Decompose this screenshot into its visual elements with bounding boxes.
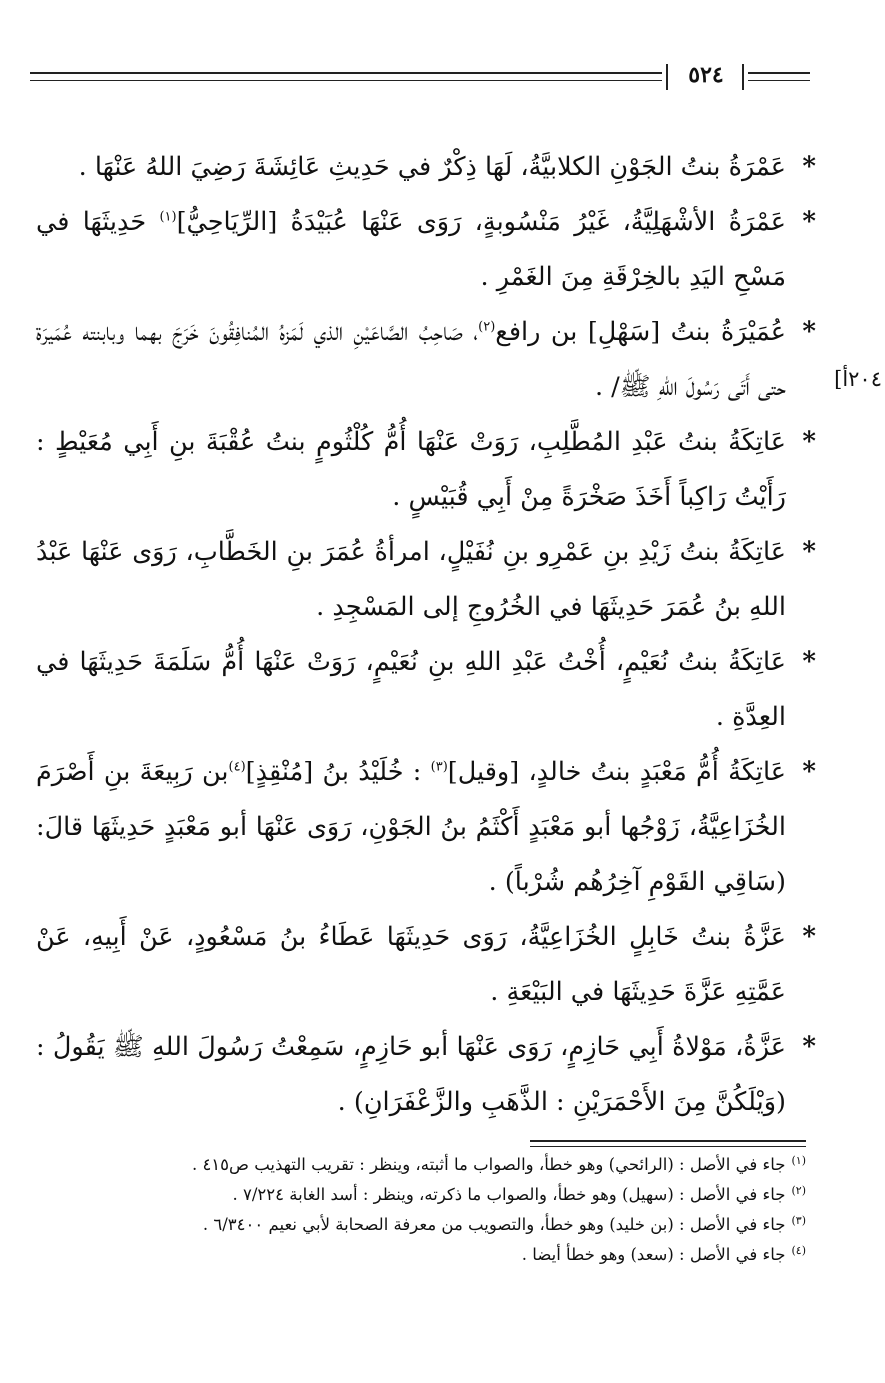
entry [36,140,816,195]
entry [36,910,816,1020]
bullet-asterisk: * [802,207,816,237]
entry-text: عَمْرَةُ الأشْهَلِيَّةُ، غَيْرُ مَنْسُوبةٍ، رَوَى عَنْهَا عُبَيْدَةُ [الرِّيَاحِيُّ] [176,207,786,237]
page-header [30,62,810,102]
header-rule-right [748,72,810,81]
entry [36,415,816,525]
bullet-asterisk: * [802,1032,816,1062]
footnotes [36,1150,806,1270]
entry-text: عَاتِكَةُ أُمُّ مَعْبَدٍ بنتُ خالدٍ، [وقيل] [447,757,786,787]
entry-text: عَزَّةُ، مَوْلاةُ أَبِي حَازِمٍ، رَوَى عَنْهَا أبو حَازِمٍ، سَمِعْتُ رَسُولَ اللهِ ﷺ يَقُولُ : (وَيْلَكُنَّ مِنَ الأَحْمَرَيْنِ : الذَّهَبِ والزَّعْفَرَانِ) . [36,1032,786,1117]
footnote [36,1150,806,1180]
entry-text: حَدِيثَهَا في مَسْحِ اليَدِ بالخِرْقَةِ مِنَ الغَمْرِ . [36,207,786,292]
header-divider [742,64,744,90]
footnote [36,1180,806,1210]
entry-text: بن رَبِيعَةَ بنِ أَصْرَمَ الخُزَاعِيَّةُ، زَوْجُها أبو مَعْبَدٍ أَكْثَمُ بنُ الجَوْنِ، رَوَى عَنْهَا أبو مَعْبَدٍ حَدِيثَهَا قالَ: (سَاقِي القَوْمِ آخِرُهُم شُرْباً) . [36,757,786,897]
footnote-ref[interactable]: (٢) [478,319,496,335]
entry-text: : خُلَيْدُ بنُ [مُنْقِذٍ] [245,757,422,787]
bullet-asterisk: * [802,152,816,182]
margin-folio-note: ٢٠٤أ] [834,367,882,391]
footnote-mark: (٤) [791,1243,806,1257]
bullet-asterisk: * [802,647,816,677]
footnote-mark: (١) [791,1153,806,1167]
footnote-ref[interactable]: (٤) [228,759,246,775]
entry-text: عَاتِكَةُ بنتُ عَبْدِ المُطَّلِبِ، رَوَتْ عَنْهَا أُمُّ كُلْثُومٍ بنتُ عُقْبَةَ بنِ أَبِي مُعَيْطٍ : رَأَيْتُ رَاكِباً أَخَذَ صَخْرَةً مِنْ أَبِي قُبَيْسٍ . [36,427,786,512]
bullet-asterisk: * [802,537,816,567]
entry-text: عَمْرَةُ بنتُ الجَوْنِ الكلابيَّةُ، لَهَا ذِكْرٌ في حَدِيثِ عَائِشَةَ رَضِيَ اللهُ عَنْهَا . [78,152,786,182]
entry [36,195,816,305]
entry [36,305,816,415]
entry [36,525,816,635]
entry-text: عَزَّةُ بنتُ خَابِلٍ الخُزَاعِيَّةُ، رَوَى حَدِيثَهَا عَطَاءُ بنُ مَسْعُودٍ، عَنْ أَبِيهِ، عَنْ عَمَّتِهِ عَزَّةَ حَدِيثَهَا في البَيْعَةِ . [36,922,786,1007]
footnote-ref[interactable]: (٣) [430,759,448,775]
header-rule-left [30,72,662,81]
bullet-asterisk: * [802,427,816,457]
page-number: ٥٢٤ [688,62,724,88]
footnote-text: جاء في الأصل : (الرائحي) وهو خطأ، والصواب ما أثبته، وينظر : تقريب التهذيب ص٤١٥ . [191,1155,786,1174]
entry [36,635,816,745]
bullet-asterisk: * [802,317,816,347]
bullet-asterisk: * [802,757,816,787]
footnote-text: جاء في الأصل : (سهيل) وهو خطأ، والصواب ما ذكرته، وينظر : أسد الغابة ٧/٢٢٤ . [232,1185,786,1204]
entry-text: عُمَيْرَةُ بنتُ [سَهْلِ] بن رافع [495,317,786,347]
footnote [36,1210,806,1240]
footnote-mark: (٣) [791,1213,806,1227]
entry-text: عَاتِكَةُ بنتُ نُعَيْمٍ، أُخْتُ عَبْدِ اللهِ بنِ نُعَيْمٍ، رَوَتْ عَنْهَا أُمُّ سَلَمَةَ حَدِيثَهَا في العِدَّةِ . [36,647,786,732]
entries-list [36,140,816,1130]
entry-text: ، صَاحِبُ الصَّاعَيْنِ الذي لَمَزهُ المُنافِقُونَ خَرَجَ بهما وبابنته عُمَيرَة حتى أَتَى رَسُولَ اللهِ ﷺ/ . [36,317,786,402]
entry [36,1020,816,1130]
footnote-separator [530,1140,806,1147]
footnote [36,1240,806,1270]
entry-text: عَاتِكَةُ بنتُ زَيْدِ بنِ عَمْرِو بنِ نُفَيْلٍ، امرأةُ عُمَرَ بنِ الخَطَّابِ، رَوَى عَنْهَا عَبْدُ اللهِ بنُ عُمَرَ حَدِيثَهَا في الخُرُوجِ إلى المَسْجِدِ . [36,537,786,622]
footnote-text: جاء في الأصل : (سعد) وهو خطأ أيضا . [521,1245,786,1264]
entry [36,745,816,910]
footnote-ref[interactable]: (١) [159,209,177,225]
bullet-asterisk: * [802,922,816,952]
footnote-mark: (٢) [791,1183,806,1197]
header-divider [666,64,668,90]
footnote-text: جاء في الأصل : (بن خليد) وهو خطأ، والتصويب من معرفة الصحابة لأبي نعيم ٦/٣٤٠٠ . [202,1215,786,1234]
